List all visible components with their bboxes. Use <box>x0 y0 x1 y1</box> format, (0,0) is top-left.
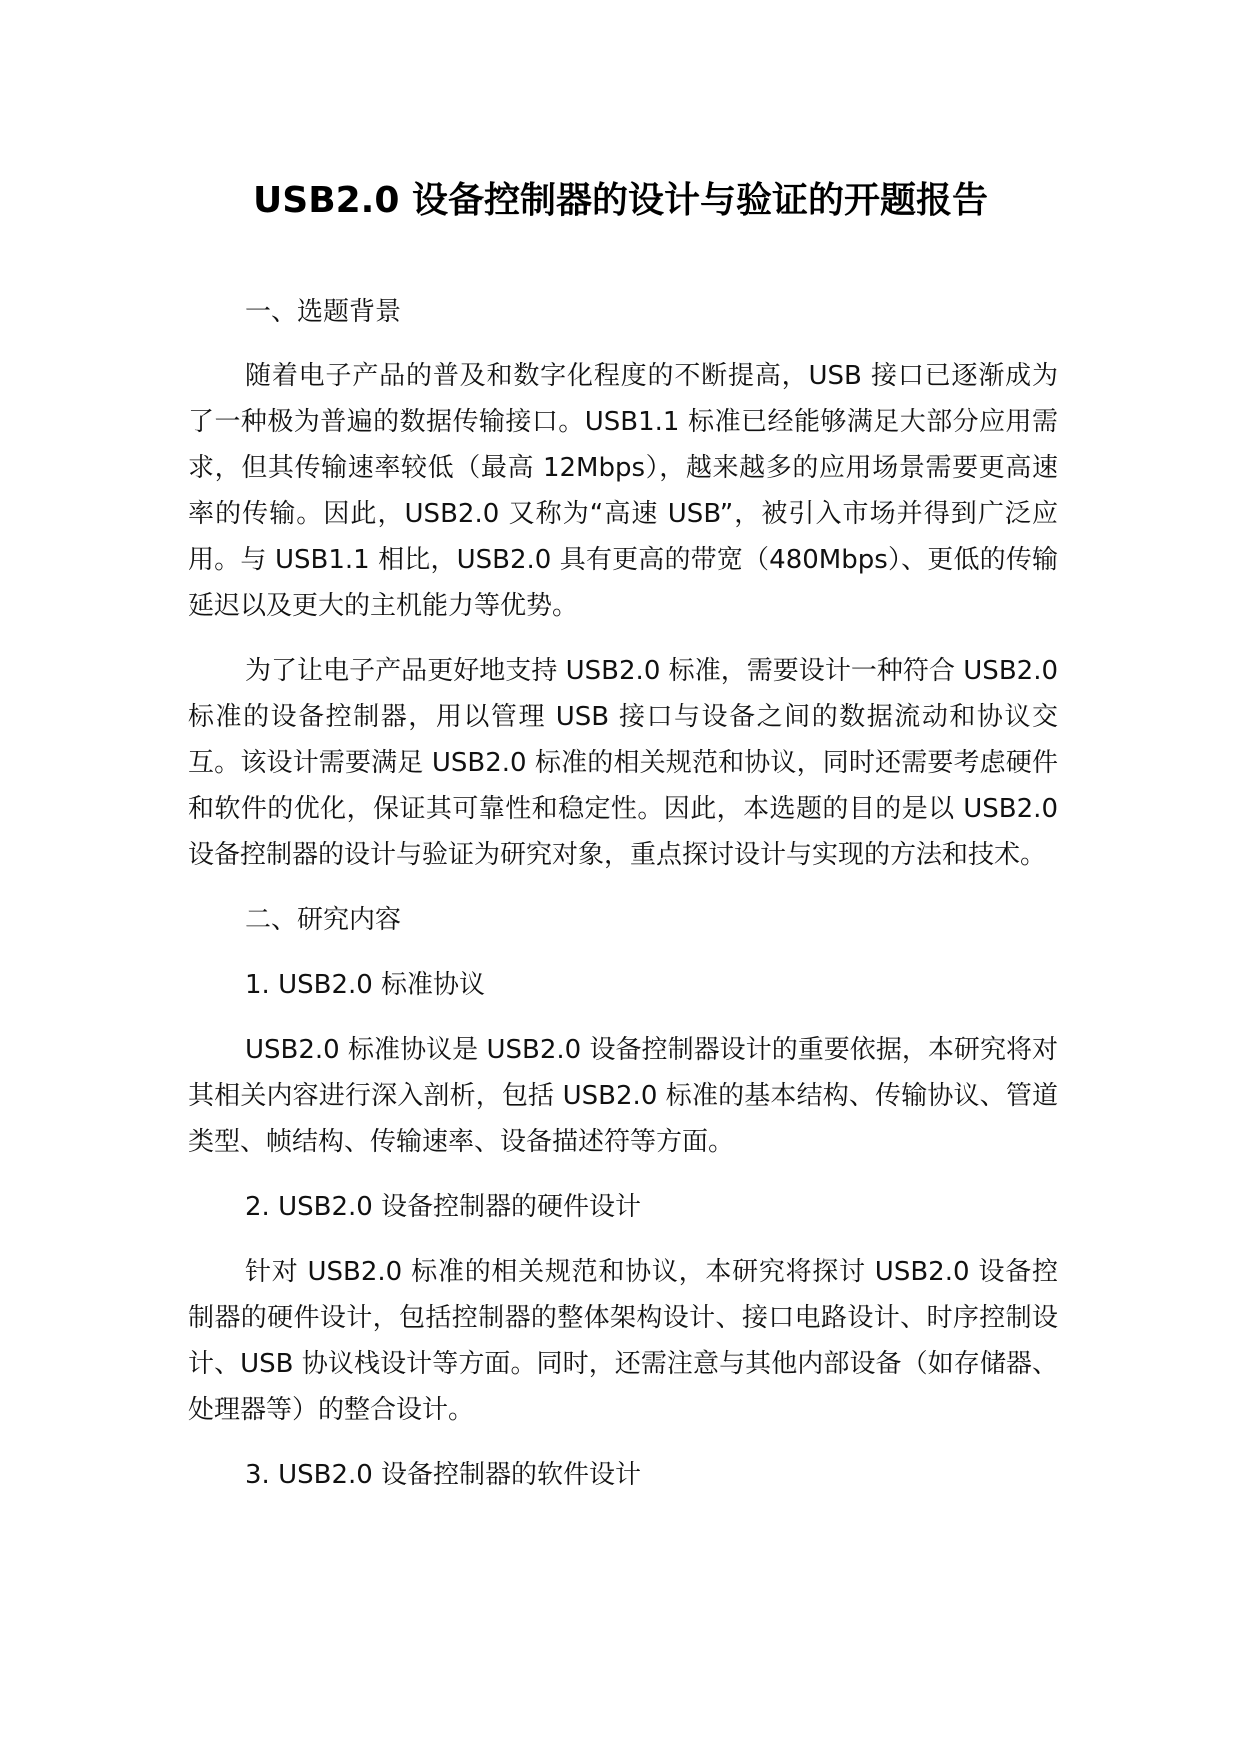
paragraph-background-1: 随着电子产品的普及和数字化程度的不断提高，USB 接口已逐渐成为了一种极为普遍的数据传输接口。USB1.1 标准已经能够满足大部分应用需求，但其传输速率较低（最高 12Mbps），越来越多的应用场景需要更高速率的传输。因此，USB2.0 又称为“高速 USB”，被引入市场并得到广泛应用。与 USB1.1 相比，USB2.0 具有更高的带宽（480Mbps）、更低的传输延迟以及更大的主机能力等优势。 <box>188 361 1058 621</box>
subsection-heading-2: 2. USB2.0 设备控制器的硬件设计 <box>245 1192 642 1222</box>
paragraph-subsection-2: 针对 USB2.0 标准的相关规范和协议，本研究将探讨 USB2.0 设备控制器的硬件设计，包括控制器的整体架构设计、接口电路设计、时序控制设计、USB 协议栈设计等方面。同时，还需注意与其他内部设备（如存储器、处理器等）的整合设计。 <box>188 1257 1058 1425</box>
paragraph-background-2: 为了让电子产品更好地支持 USB2.0 标准，需要设计一种符合 USB2.0 标准的设备控制器，用以管理 USB 接口与设备之间的数据流动和协议交互。该设计需要满足 USB2.0 标准的相关规范和协议，同时还需要考虑硬件和软件的优化，保证其可靠性和稳定性。因此，本选题的目的是以 USB2.0 设备控制器的设计与验证为研究对象，重点探讨设计与实现的方法和技术。 <box>188 656 1058 870</box>
document-body <box>188 289 1058 1517</box>
subsection-heading-3: 3. USB2.0 设备控制器的软件设计 <box>245 1460 642 1490</box>
section-heading-background: 一、选题背景 <box>245 297 402 327</box>
subsection-heading-1: 1. USB2.0 标准协议 <box>245 970 486 1000</box>
section-heading-research-content: 二、研究内容 <box>245 905 402 935</box>
paragraph-subsection-1: USB2.0 标准协议是 USB2.0 设备控制器设计的重要依据，本研究将对其相关内容进行深入剖析，包括 USB2.0 标准的基本结构、传输协议、管道类型、帧结构、传输速率、设备描述符等方面。 <box>188 1035 1058 1157</box>
document-title: USB2.0 设备控制器的设计与验证的开题报告 <box>253 180 988 221</box>
